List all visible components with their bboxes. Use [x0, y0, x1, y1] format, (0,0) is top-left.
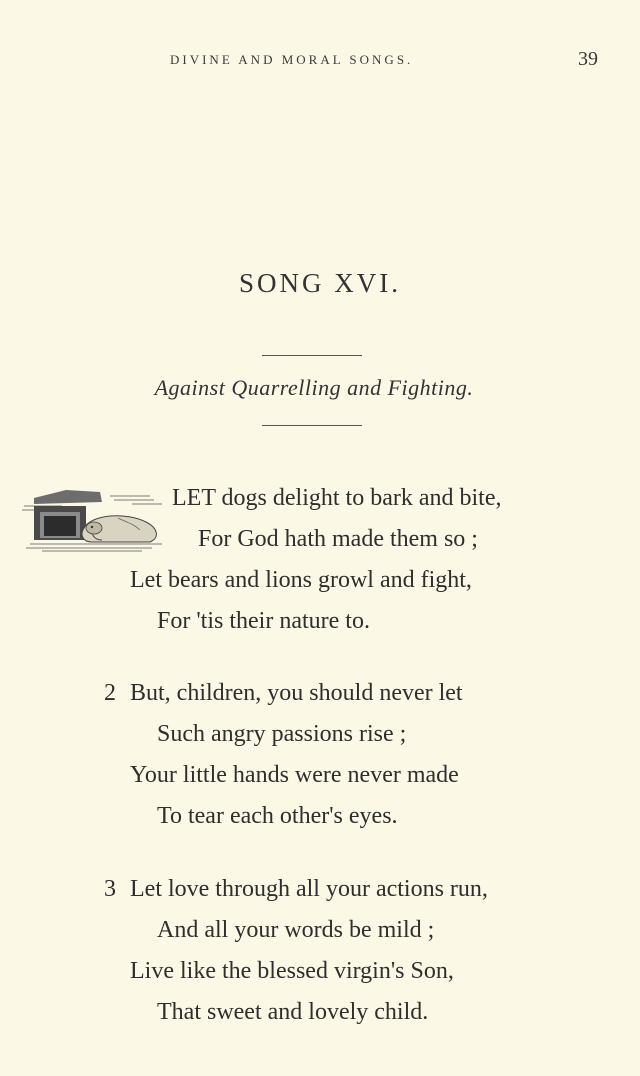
top-divider [262, 355, 362, 356]
bottom-divider [262, 425, 362, 426]
stanza-2-line-3: Your little hands were never made [130, 762, 459, 788]
stanza-1-line-1: LET dogs delight to bark and bite, [172, 485, 502, 511]
stanza-2-line-1: But, children, you should never let [130, 680, 463, 706]
stanza-3-line-3: Live like the blessed virgin's Son, [130, 958, 454, 984]
stanza-1-line-2: For God hath made them so ; [198, 526, 478, 552]
stanza-3-line-1: Let love through all your actions run, [130, 876, 488, 902]
stanza-2-number: 2 [104, 680, 116, 706]
song-title: SONG XVI. [239, 268, 401, 298]
stanza-3-number: 3 [104, 876, 116, 902]
sleeping-dog-vignette-icon [22, 484, 172, 554]
page-number: 39 [578, 48, 598, 70]
stanza-2-line-4: To tear each other's eyes. [157, 803, 398, 829]
stanza-1-line-3: Let bears and lions growl and fight, [130, 567, 472, 593]
stanza-1-line-4: For 'tis their nature to. [157, 608, 370, 634]
stanza-3-line-2: And all your words be mild ; [157, 917, 435, 943]
running-head: DIVINE AND MORAL SONGS. [170, 52, 414, 67]
stanza-2-line-2: Such angry passions rise ; [157, 721, 407, 747]
song-subtitle: Against Quarrelling and Fighting. [154, 375, 474, 400]
stanza-3-line-4: That sweet and lovely child. [157, 999, 429, 1025]
